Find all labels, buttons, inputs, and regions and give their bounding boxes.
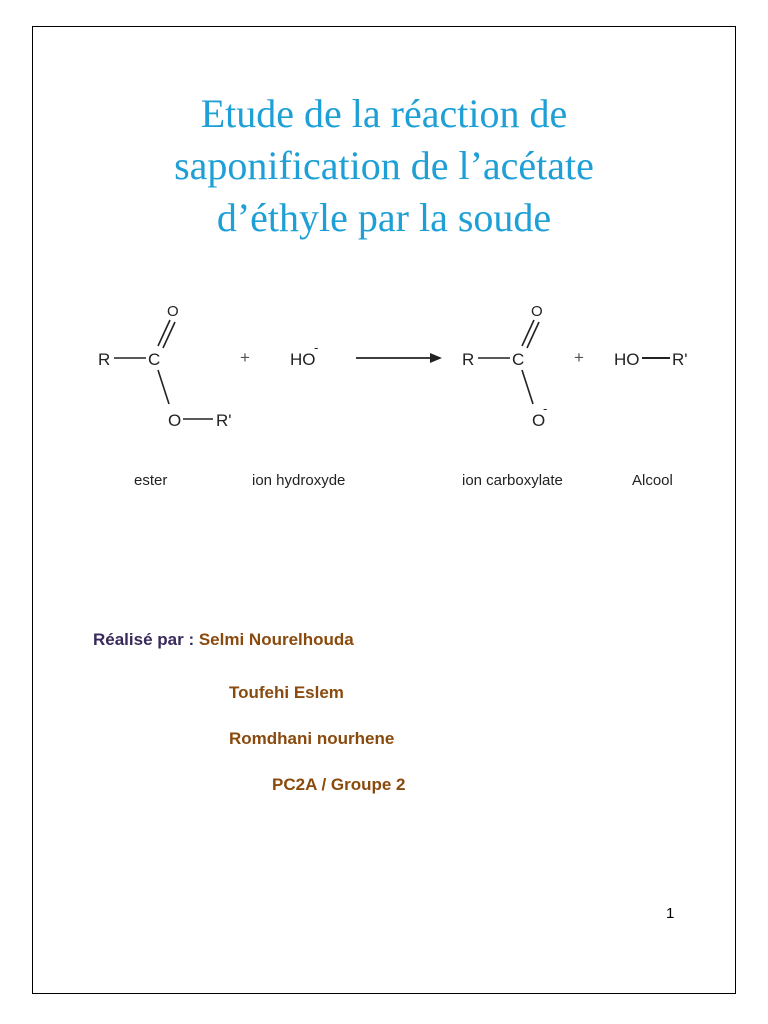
ester-ether-o: O [168, 411, 182, 430]
ester-c: C [148, 350, 161, 369]
carboxylate-label: ion carboxylate [462, 472, 563, 489]
title-line-3: d’éthyle par la soude [216, 195, 552, 240]
arrow-head [430, 353, 442, 363]
ester-label: ester [134, 472, 168, 489]
carboxylate-structure [462, 303, 547, 430]
credits-label: Réalisé par : [93, 630, 195, 649]
plus-sign-2: + [574, 348, 584, 367]
alcohol-r-prime: R' [672, 350, 688, 369]
ester-double-bond-b [163, 322, 175, 348]
author-2: Toufehi Eslem [229, 683, 344, 702]
credits-first-line [93, 630, 354, 650]
plus-sign-1: + [240, 348, 250, 367]
carboxylate-double-bond-a [522, 320, 534, 346]
ester-double-bond-a [158, 320, 170, 346]
title-line-2: saponification de l’acétate [174, 143, 594, 188]
carboxylate-double-bond-b [527, 322, 539, 348]
alcohol-structure [614, 350, 688, 369]
group-info: PC2A / Groupe 2 [272, 775, 406, 794]
ester-c-o-bond [158, 370, 169, 404]
page-number: 1 [666, 905, 675, 922]
reaction-arrow [356, 353, 442, 363]
document-title [60, 88, 708, 244]
reaction-scheme [70, 290, 710, 500]
carboxylate-c-o-bond [522, 370, 533, 404]
ester-structure [98, 303, 232, 430]
author-3: Romdhani nourhene [229, 729, 395, 748]
carboxylate-c: C [512, 350, 525, 369]
carboxylate-r: R [462, 350, 475, 369]
alcohol-ho: HO [614, 350, 640, 369]
hydroxide-ho: HO [290, 350, 316, 369]
author-1: Selmi Nourelhouda [198, 630, 354, 649]
alcohol-label: Alcool [632, 472, 673, 489]
reaction-diagram [70, 290, 710, 500]
title-line-1: Etude de la réaction de [200, 91, 568, 136]
carboxylate-charge: - [543, 401, 548, 416]
carboxylate-anion-o: O [532, 411, 546, 430]
hydroxide-charge: - [314, 340, 319, 355]
ester-carbonyl-o: O [167, 303, 179, 320]
carboxylate-carbonyl-o: O [531, 303, 543, 320]
ester-r-prime: R' [216, 411, 232, 430]
ester-r: R [98, 350, 111, 369]
hydroxide-label: ion hydroxyde [252, 472, 346, 489]
hydroxide-structure [290, 340, 318, 369]
